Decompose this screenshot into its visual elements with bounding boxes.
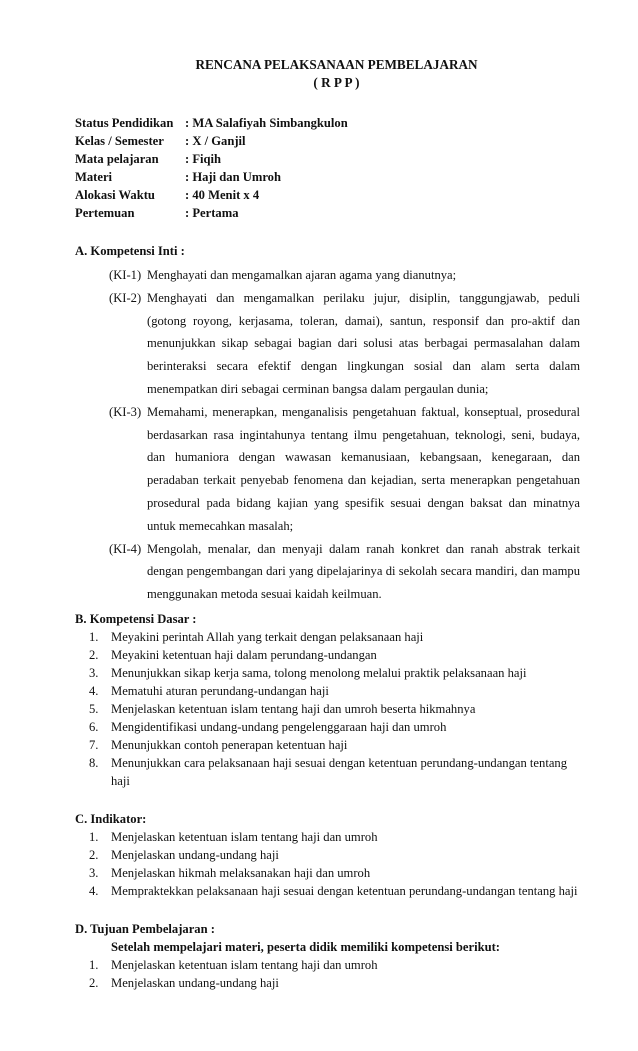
list-text: Menjelaskan ketentuan islam tentang haji dan umroh [111, 829, 378, 844]
section-heading-kompetensi-inti: A. Kompetensi Inti : [75, 244, 185, 258]
meta-key: Status Pendidikan [75, 116, 174, 130]
list-text: Menunjukkan sikap kerja sama, tolong menolong melalui praktik pelaksanaan haji [111, 665, 527, 680]
list-number: 5. [89, 701, 99, 716]
meta-value: : Haji dan Umroh [185, 170, 281, 184]
list-item [89, 846, 580, 864]
list-item [89, 664, 580, 682]
meta-value: : X / Ganjil [185, 134, 246, 148]
meta-value: : Pertama [185, 206, 239, 220]
list-number: 1. [89, 957, 99, 972]
list-item [89, 682, 580, 700]
list-number: 1. [89, 829, 99, 844]
meta-row [75, 132, 580, 150]
list-number: 2. [89, 647, 99, 662]
meta-row [75, 168, 580, 186]
ki-code: (KI-3) [109, 404, 142, 419]
list-item [89, 864, 580, 882]
meta-key: Pertemuan [75, 206, 135, 220]
title-line-2: ( R P P ) [313, 75, 360, 90]
meta-row [75, 204, 580, 222]
meta-value: : 40 Menit x 4 [185, 188, 260, 202]
list-text: Menjelaskan ketentuan islam tentang haji dan umroh beserta hikmahnya [111, 701, 476, 716]
meta-row [75, 150, 580, 168]
list-text: Meyakini perintah Allah yang terkait dengan pelaksanaan haji [111, 629, 424, 644]
list-number: 2. [89, 975, 99, 990]
list-text: Mengidentifikasi undang-undang pengelenggaraan haji dan umroh [111, 719, 447, 734]
list-item [89, 718, 580, 736]
list-text: Menunjukkan cara pelaksanaan haji sesuai dengan ketentuan perundang-undangan tentang haji [111, 755, 568, 788]
list-item [89, 882, 580, 900]
list-number: 1. [89, 629, 99, 644]
ki-text: Mengolah, menalar, dan menyaji dalam ranah konkret dan ranah abstrak terkait dengan pengembangan dari yang dipelajarinya di sekolah secara mandiri, dan mampu menggunakan metoda sesuai kaidah keilmuan. [147, 541, 580, 602]
list-number: 2. [89, 847, 99, 862]
list-text: Mempraktekkan pelaksanaan haji sesuai dengan ketentuan perundang-undangan tentang haji [111, 883, 578, 898]
list-text: Menjelaskan hikmah melaksanakan haji dan umroh [111, 865, 371, 880]
tujuan-intro: Setelah mempelajari materi, peserta didik memiliki kompetensi berikut: [111, 939, 500, 954]
tujuan-list [75, 956, 580, 992]
meta-key: Kelas / Semester [75, 134, 164, 148]
list-item [89, 736, 580, 754]
list-number: 4. [89, 883, 99, 898]
list-item [89, 828, 580, 846]
list-text: Mematuhi aturan perundang-undangan haji [111, 683, 329, 698]
title-line-1: RENCANA PELAKSANAAN PEMBELAJARAN [195, 57, 478, 72]
meta-key: Mata pelajaran [75, 152, 159, 166]
ki-text: Memahami, menerapkan, menganalisis pengetahuan faktual, konseptual, prosedural berdasarkan rasa ingintahunya tentang ilmu pengetahuan, teknologi, seni, budaya, dan humaniora dengan wawasan kemanusiaan, kebangsaan, kenegaraan, dan peradaban terkait penyebab fenomena dan kejadian, serta menerapkan pengetahuan prosedural pada bidang kajian yang spesifik sesuai dengan baksat dan minatnya untuk memecahkan masalah; [147, 404, 580, 533]
list-number: 6. [89, 719, 99, 734]
list-item [89, 700, 580, 718]
indikator-list [75, 828, 580, 900]
identity-block [75, 114, 580, 222]
list-text: Menjelaskan ketentuan islam tentang haji dan umroh [111, 957, 378, 972]
list-number: 3. [89, 665, 99, 680]
list-text: Meyakini ketentuan haji dalam perundang-undangan [111, 647, 377, 662]
meta-key: Alokasi Waktu [75, 188, 155, 202]
ki-item [109, 401, 580, 538]
section-heading-indikator: C. Indikator: [75, 811, 147, 826]
meta-value: : MA Salafiyah Simbangkulon [185, 116, 348, 130]
ki-code: (KI-1) [109, 268, 142, 282]
list-number: 8. [89, 755, 99, 770]
ki-text: Menghayati dan mengamalkan ajaran agama yang dianutnya; [147, 268, 457, 282]
list-text: Menjelaskan undang-undang haji [111, 847, 279, 862]
kompetensi-dasar-list [75, 628, 580, 790]
meta-row [75, 114, 580, 132]
list-item [89, 956, 580, 974]
list-number: 3. [89, 865, 99, 880]
meta-row [75, 186, 580, 204]
list-item [89, 754, 580, 790]
kompetensi-inti-list [75, 264, 580, 606]
list-text: Menunjukkan contoh penerapan ketentuan haji [111, 737, 348, 752]
section-heading-tujuan: D. Tujuan Pembelajaran : [75, 921, 215, 936]
ki-item [109, 287, 580, 401]
ki-code: (KI-2) [109, 290, 142, 305]
list-item [89, 646, 580, 664]
list-item [89, 628, 580, 646]
meta-value: : Fiqih [185, 152, 222, 166]
ki-code: (KI-4) [109, 541, 142, 556]
ki-item [109, 264, 580, 287]
section-heading-kompetensi-dasar: B. Kompetensi Dasar : [75, 611, 197, 626]
meta-key: Materi [75, 170, 113, 184]
list-number: 7. [89, 737, 99, 752]
list-item [89, 974, 580, 992]
ki-item [109, 538, 580, 606]
document-title [93, 56, 580, 92]
ki-text: Menghayati dan mengamalkan perilaku jujur, disiplin, tanggungjawab, peduli (gotong royong, kerjasama, toleran, damai), santun, responsif dan pro-aktif dan menunjukkan sikap sebagai bagian dari solusi atas berbagai permasalahan dalam berinteraksi secara efektif dengan lingkungan sosial dan alam serta dalam menempatkan diri sebagai cerminan bangsa dalam pergaulan dunia; [147, 290, 580, 396]
list-number: 4. [89, 683, 99, 698]
list-text: Menjelaskan undang-undang haji [111, 975, 279, 990]
